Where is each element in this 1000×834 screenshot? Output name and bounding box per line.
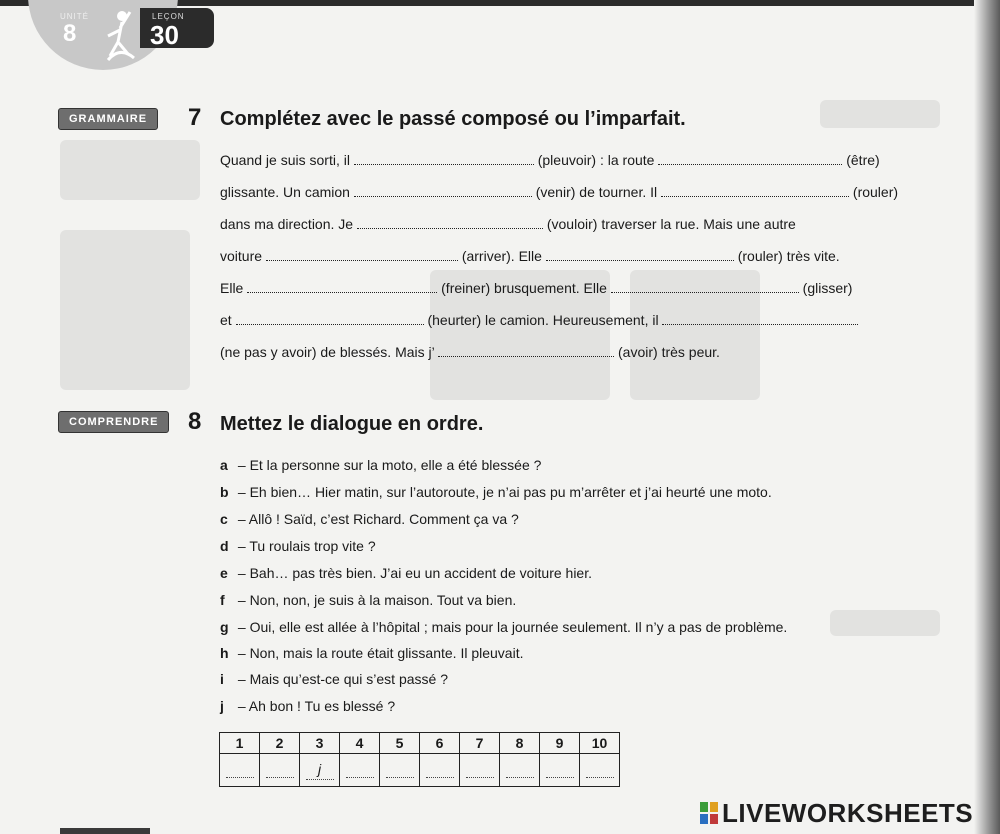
dialogue-item-g bbox=[220, 619, 787, 635]
item-text: – Mais qu’est-ce qui s’est passé ? bbox=[237, 671, 448, 687]
answer-cell[interactable] bbox=[220, 754, 260, 787]
answer-value bbox=[466, 759, 494, 778]
answer-cell[interactable] bbox=[260, 754, 300, 787]
liveworksheets-logo-icon bbox=[700, 802, 718, 824]
dialogue-item-f bbox=[220, 592, 516, 608]
answer-blank[interactable] bbox=[611, 280, 799, 293]
item-text: – Ah bon ! Tu es blessé ? bbox=[237, 698, 396, 714]
text-segment: (pleuvoir) : la route bbox=[537, 152, 655, 168]
table-header-cell: 10 bbox=[580, 733, 620, 754]
table-header-cell: 7 bbox=[460, 733, 500, 754]
exercise-7-line-1 bbox=[220, 152, 880, 168]
answer-blank[interactable] bbox=[236, 312, 424, 325]
exercise-7-line-3 bbox=[220, 216, 796, 232]
text-segment: (rouler) bbox=[852, 184, 899, 200]
answer-blank[interactable] bbox=[354, 152, 534, 165]
answer-blank[interactable] bbox=[661, 184, 849, 197]
answer-value bbox=[586, 759, 614, 778]
exercise-7-line-7 bbox=[220, 344, 720, 360]
answer-cell[interactable] bbox=[500, 754, 540, 787]
exercise-7-number: 7 bbox=[188, 104, 202, 131]
table-header-cell: 6 bbox=[420, 733, 460, 754]
answer-value bbox=[266, 759, 294, 778]
bleed-through-shape bbox=[820, 100, 940, 128]
dialogue-item-c bbox=[220, 511, 519, 527]
exercise-7-title: Complétez avec le passé composé ou l’imparfait. bbox=[220, 108, 686, 130]
text-segment: (venir) de tourner. Il bbox=[535, 184, 658, 200]
dialogue-item-h bbox=[220, 645, 523, 661]
text-segment: (rouler) très vite. bbox=[737, 248, 840, 264]
table-header-cell: 4 bbox=[340, 733, 380, 754]
bleed-through-shape bbox=[60, 230, 190, 390]
dialogue-item-j bbox=[220, 698, 395, 714]
answer-cell[interactable] bbox=[380, 754, 420, 787]
item-letter: d bbox=[220, 538, 229, 554]
answer-cell[interactable] bbox=[340, 754, 380, 787]
answer-value bbox=[426, 759, 454, 778]
text-segment: Quand je suis sorti, il bbox=[220, 152, 350, 168]
answer-cell[interactable] bbox=[460, 754, 500, 787]
table-header-cell: 2 bbox=[260, 733, 300, 754]
exercise-7-line-4 bbox=[220, 248, 840, 264]
exercise-8-title: Mettez le dialogue en ordre. bbox=[220, 413, 484, 435]
answer-cell[interactable] bbox=[420, 754, 460, 787]
table-header-cell: 1 bbox=[220, 733, 260, 754]
comprendre-tag: COMPRENDRE bbox=[58, 411, 169, 433]
item-text: – Oui, elle est allée à l’hôpital ; mais pour la journée seulement. Il n’y a pas de problème. bbox=[237, 619, 788, 635]
table-header-cell: 8 bbox=[500, 733, 540, 754]
lecon-number: 30 bbox=[150, 20, 179, 50]
text-segment: Elle bbox=[220, 280, 244, 296]
driver-figure-icon bbox=[100, 6, 140, 64]
text-segment: (heurter) le camion. Heureusement, il bbox=[427, 312, 659, 328]
item-letter: e bbox=[220, 565, 228, 581]
dialogue-item-b bbox=[220, 484, 772, 500]
bleed-through-shape bbox=[830, 610, 940, 636]
answer-table bbox=[219, 732, 620, 787]
lecon-label: LEÇON bbox=[152, 12, 185, 21]
liveworksheets-watermark: LIVEWORKSHEETS bbox=[722, 798, 974, 828]
exercise-7-line-6 bbox=[220, 312, 858, 328]
dialogue-item-e bbox=[220, 565, 592, 581]
text-segment: (glisser) bbox=[802, 280, 853, 296]
answer-blank[interactable] bbox=[658, 152, 842, 165]
answer-blank[interactable] bbox=[546, 248, 734, 261]
item-text: – Allô ! Saïd, c’est Richard. Comment ça va ? bbox=[237, 511, 519, 527]
item-text: – Non, mais la route était glissante. Il pleuvait. bbox=[237, 645, 524, 661]
dialogue-item-d bbox=[220, 538, 376, 554]
item-letter: i bbox=[220, 671, 224, 687]
item-text: – Tu roulais trop vite ? bbox=[237, 538, 376, 554]
text-segment: (vouloir) traverser la rue. Mais une autre bbox=[546, 216, 796, 232]
answer-blank[interactable] bbox=[266, 248, 458, 261]
text-segment: (avoir) très peur. bbox=[618, 344, 720, 360]
item-letter: g bbox=[220, 619, 229, 635]
exercise-7-line-5 bbox=[220, 280, 852, 296]
exercise-7-line-2 bbox=[220, 184, 898, 200]
item-letter: j bbox=[220, 698, 224, 714]
answer-blank[interactable] bbox=[357, 216, 543, 229]
dialogue-item-a bbox=[220, 457, 541, 473]
item-text: – Non, non, je suis à la maison. Tout va bien. bbox=[237, 592, 517, 608]
item-letter: b bbox=[220, 484, 229, 500]
text-segment: (freiner) brusquement. Elle bbox=[441, 280, 607, 296]
answer-table-header-row bbox=[220, 733, 620, 754]
text-segment: glissante. Un camion bbox=[220, 184, 350, 200]
answer-cell[interactable] bbox=[300, 754, 340, 787]
item-text: – Eh bien… Hier matin, sur l’autoroute, je n’ai pas pu m’arrêter et j’ai heurté une moto. bbox=[237, 484, 772, 500]
answer-value bbox=[386, 759, 414, 778]
answer-cell[interactable] bbox=[540, 754, 580, 787]
answer-value: j bbox=[306, 761, 334, 780]
text-segment: (être) bbox=[846, 152, 880, 168]
text-segment: et bbox=[220, 312, 232, 328]
answer-value bbox=[226, 759, 254, 778]
unit-number: 8 bbox=[63, 20, 77, 47]
item-letter: c bbox=[220, 511, 228, 527]
answer-blank[interactable] bbox=[247, 280, 437, 293]
text-segment: voiture bbox=[220, 248, 263, 264]
item-letter: a bbox=[220, 457, 228, 473]
item-text: – Bah… pas très bien. J’ai eu un accident de voiture hier. bbox=[237, 565, 592, 581]
answer-table-answer-row bbox=[220, 754, 620, 787]
unit-label: UNITÉ bbox=[60, 12, 89, 21]
table-header-cell: 3 bbox=[300, 733, 340, 754]
answer-blank[interactable] bbox=[662, 312, 858, 325]
text-segment: (arriver). Elle bbox=[461, 248, 542, 264]
answer-value bbox=[346, 759, 374, 778]
item-letter: h bbox=[220, 645, 229, 661]
text-segment: (ne pas y avoir) de blessés. Mais j’ bbox=[220, 344, 435, 360]
answer-value bbox=[506, 759, 534, 778]
answer-blank[interactable] bbox=[354, 184, 532, 197]
item-letter: f bbox=[220, 592, 225, 608]
text-segment: dans ma direction. Je bbox=[220, 216, 354, 232]
bottom-edge bbox=[60, 828, 150, 834]
grammaire-tag: GRAMMAIRE bbox=[58, 108, 158, 130]
bleed-through-shape bbox=[60, 140, 200, 200]
answer-value bbox=[546, 759, 574, 778]
item-text: – Et la personne sur la moto, elle a été blessée ? bbox=[237, 457, 542, 473]
answer-blank[interactable] bbox=[438, 344, 614, 357]
exercise-8-number: 8 bbox=[188, 408, 202, 435]
dialogue-item-i bbox=[220, 671, 448, 687]
answer-cell[interactable] bbox=[580, 754, 620, 787]
table-header-cell: 5 bbox=[380, 733, 420, 754]
page-edge-shadow bbox=[974, 0, 1000, 834]
table-header-cell: 9 bbox=[540, 733, 580, 754]
